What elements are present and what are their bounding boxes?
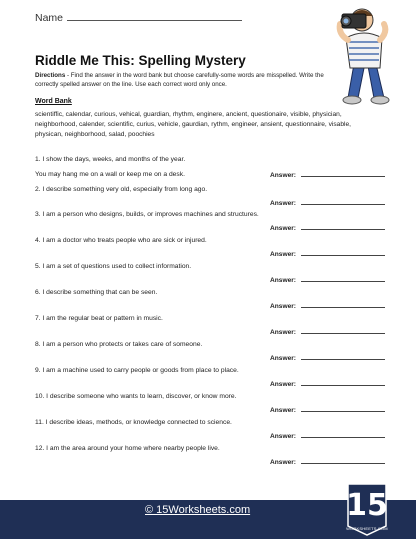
answer-line[interactable] — [301, 328, 385, 334]
answer-field[interactable] — [270, 199, 385, 207]
answer-line[interactable] — [301, 432, 385, 438]
answer-label: Answer: — [269, 407, 296, 414]
question-text: 1. I show the days, weeks, and months of the year. — [35, 156, 186, 163]
name-blank-line[interactable] — [67, 12, 242, 21]
photographer-illustration — [324, 2, 408, 106]
word-bank-list: scientiffic, calendar, curious, vehical, guardian, rhythm, enginere, ancient, questionaire, visible, physician, neighborhood, calender, scientific, curius, vehicle, gaurdian, rythm, engineer, ansient, questionnaire, visable, physican, neighborhood, salad, poochies — [35, 111, 351, 139]
answer-field[interactable] — [270, 380, 385, 388]
badge-number: 15 — [346, 488, 388, 523]
answer-line[interactable] — [301, 250, 385, 256]
answer-label: Answer: — [269, 225, 296, 232]
site-badge-logo — [346, 482, 388, 536]
answer-line[interactable] — [301, 458, 385, 464]
question-text: 6. I describe something that can be seen. — [35, 289, 158, 296]
question-text: 7. I am the regular beat or pattern in music. — [35, 315, 163, 322]
question-text: 8. I am a person who protects or takes care of someone. — [35, 341, 203, 348]
question-text: 2. I describe something very old, especially from long ago. — [35, 186, 208, 193]
word-bank-title: Word Bank — [35, 98, 72, 105]
answer-line[interactable] — [301, 199, 385, 205]
answer-label: Answer: — [269, 200, 296, 207]
answer-label: Answer: — [269, 381, 296, 388]
answer-label: Answer: — [269, 172, 296, 179]
answer-label: Answer: — [269, 251, 296, 258]
directions-text: - Find the answer in the word bank but choose carefully-some words are misspelled. Write the correctly spelled answer on the line. Use each correct word only once. — [35, 72, 324, 88]
question-text: 12. I am the area around your home where nearby people live. — [35, 445, 220, 452]
answer-field[interactable] — [270, 276, 385, 284]
answer-line[interactable] — [301, 276, 385, 282]
answer-line[interactable] — [301, 354, 385, 360]
question-text: 11. I describe ideas, methods, or knowledge connected to science. — [35, 419, 232, 426]
answer-field[interactable] — [270, 406, 385, 414]
answer-line[interactable] — [301, 302, 385, 308]
badge-text: WORKSHEETS.COM — [346, 526, 388, 531]
answer-field[interactable] — [270, 458, 385, 466]
answer-field[interactable] — [270, 224, 385, 232]
question-subtext: You may hang me on a wall or keep me on a desk. — [35, 171, 185, 178]
copyright-link[interactable]: © 15Worksheets.com — [145, 504, 251, 516]
answer-label: Answer: — [269, 277, 296, 284]
answer-label: Answer: — [269, 433, 296, 440]
answer-line[interactable] — [301, 171, 385, 177]
answer-field[interactable] — [270, 250, 385, 258]
answer-field[interactable] — [270, 328, 385, 336]
question-text: 4. I am a doctor who treats people who are sick or injured. — [35, 237, 207, 244]
question-text: 10. I describe someone who wants to learn, discover, or know more. — [35, 393, 237, 400]
answer-field[interactable] — [270, 302, 385, 310]
directions-label: Directions — [35, 72, 66, 79]
name-field[interactable] — [35, 12, 242, 24]
name-label: Name — [35, 12, 64, 24]
answer-field[interactable] — [270, 171, 385, 179]
question-text: 9. I am a machine used to carry people or goods from place to place. — [35, 367, 239, 374]
answer-label: Answer: — [269, 355, 296, 362]
worksheet-title: Riddle Me This: Spelling Mystery — [35, 53, 246, 68]
question-text: 3. I am a person who designs, builds, or improves machines and structures. — [35, 211, 259, 218]
question-text: 5. I am a set of questions used to collect information. — [35, 263, 192, 270]
answer-label: Answer: — [269, 329, 296, 336]
answer-field[interactable] — [270, 354, 385, 362]
answer-label: Answer: — [269, 303, 296, 310]
answer-line[interactable] — [301, 380, 385, 386]
answer-label: Answer: — [269, 459, 296, 466]
answer-line[interactable] — [301, 406, 385, 412]
answer-field[interactable] — [270, 432, 385, 440]
directions — [35, 72, 335, 89]
answer-line[interactable] — [301, 224, 385, 230]
